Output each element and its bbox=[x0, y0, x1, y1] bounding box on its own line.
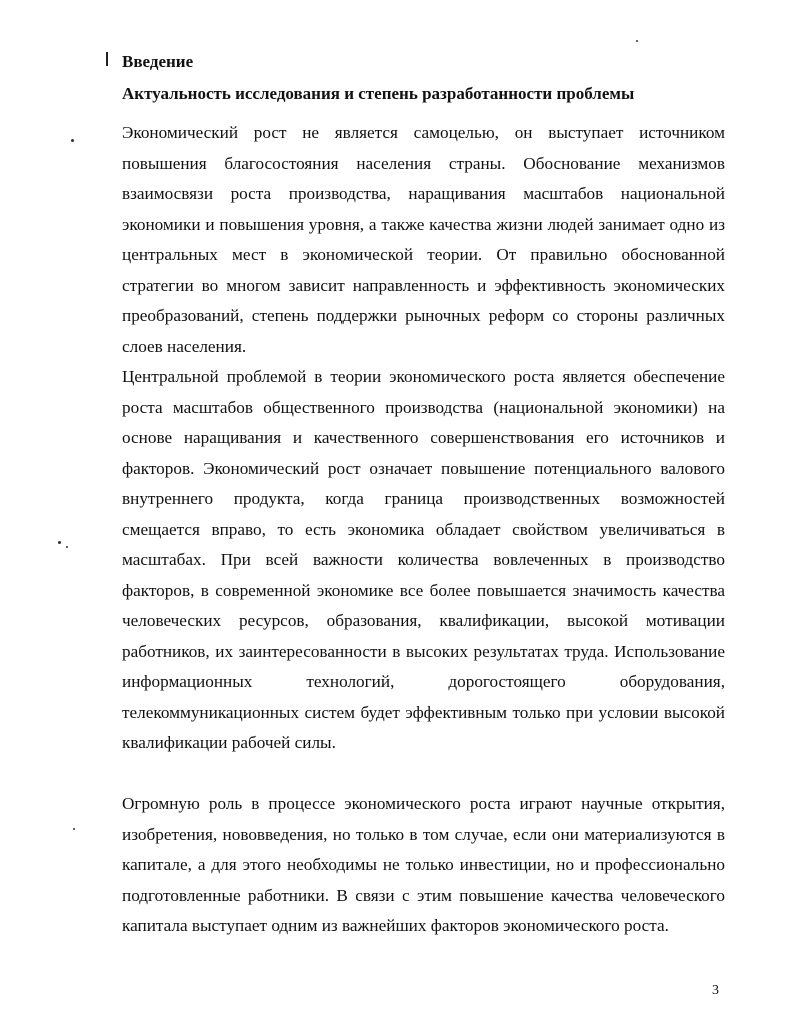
scan-speck bbox=[636, 40, 638, 42]
scan-speck bbox=[71, 139, 74, 142]
scan-speck bbox=[73, 828, 75, 830]
body-paragraph: Экономический рост не является самоцелью, он выступает источником повышения благосостояния населения страны. Обоснование механизмов взаимосвязи роста производства, наращивания масштабов национальной экономики и повышения уровня, а также качества жизни людей занимает одно из центральных мест в экономической теории. От правильно обоснованной стратегии во многом зависит направленность и эффективность экономических преобразований, степень поддержки рыночных реформ со стороны различных слоев населения. bbox=[122, 123, 725, 356]
body-paragraph: Центральной проблемой в теории экономического роста является обеспечение роста масштабов общественного производства (национальной экономики) на основе наращивания и качественного совершенствования его источников и факторов. Экономический рост означает повышение потенциального валового внутреннего продукта, когда граница производственных возможностей смещается вправо, то есть экономика обладает свойством увеличиваться в масштабах. При всей важности количества вовлеченных в производство факторов, в современной экономике все более повышается значимость качества человеческих ресурсов, образования, квалификации, высокой мотивации работников, их заинтересованности в высоких результатах труда. Использование информационных технологий, дорогостоящего оборудования, телекоммуникационных систем будет эффективным только при условии высокой квалификации рабочей силы. bbox=[122, 367, 725, 752]
scan-margin-mark bbox=[106, 52, 108, 66]
scan-speck bbox=[66, 546, 68, 548]
page-number: 3 bbox=[712, 983, 719, 998]
section-heading: Введение bbox=[122, 52, 194, 71]
scan-speck bbox=[58, 541, 61, 544]
body-paragraph: Огромную роль в процессе экономического роста играют научные открытия, изобретения, нововведения, но только в том случае, если они материализуются в капитале, а для этого необходимы не только инвестиции, но и профессионально подготовленные работники. В связи с этим повышение качества человеческого капитала выступает одним из важнейших факторов экономического роста. bbox=[122, 794, 725, 935]
section-subheading: Актуальность исследования и степень разработанности проблемы bbox=[122, 84, 635, 103]
